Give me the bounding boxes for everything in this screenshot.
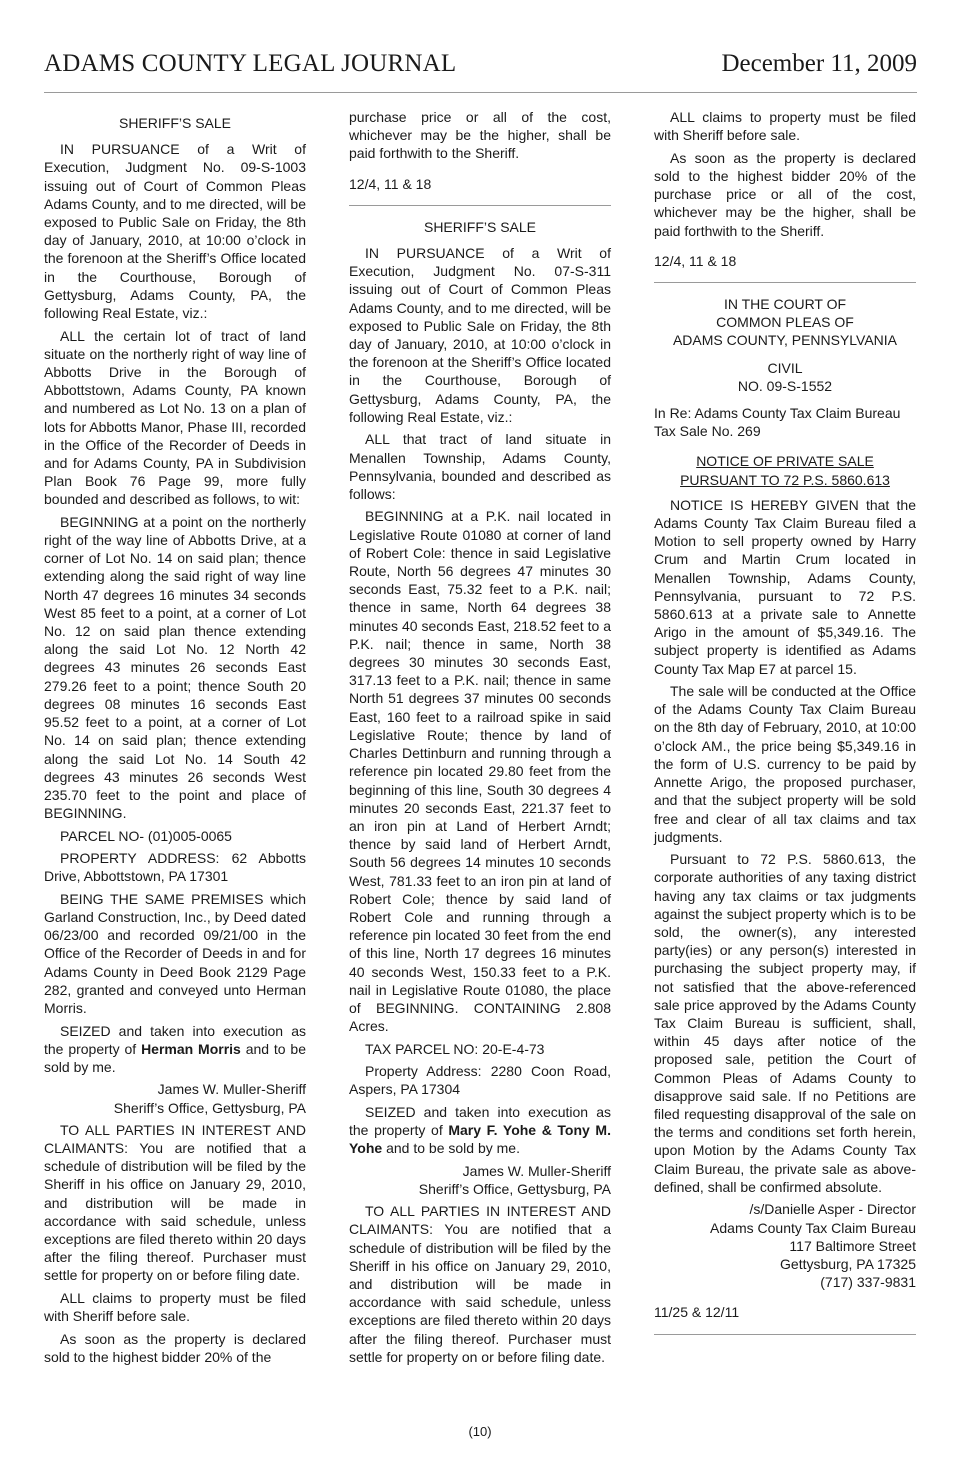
case-number: NO. 09-S-1552 (737, 377, 833, 394)
notice3-title-line-2: PURSUANT TO 72 P.S. 5860.613 (680, 471, 890, 488)
notice2-signature-name: James W. Muller-Sheriff (462, 1162, 611, 1179)
notice3-paragraph-2: The sale will be conducted at the Office of the Adams County Tax Claim Bureau on the 8th day of February, 2010, at 10:00 o’clock AM., the price being $5,349.16 in the form of U.S. currency to be paid by Annette Arigo, the proposed purchaser, and that the subject property will be sold free and clear of all tax claims and tax judgments. (654, 683, 916, 845)
in-re-line-1: In Re: Adams County Tax Claim Bureau (654, 404, 901, 421)
notice3-signature-city: Gettysburg, PA 17325 (780, 1255, 916, 1272)
notice2-seized (349, 1103, 611, 1158)
notice3-paragraph-1: NOTICE IS HEREBY GIVEN that the Adams County Tax Claim Bureau filed a Motion to sell property owned by Harry Crum and Martin Crum located in Menallen Township, Adams County, Pennsylvania, pursuant to 72 P.S. 5860.613 at a private sale to Annette Arigo in the amount of $5,349.16. The subject property is identified as Adams County Tax Map E7 at parcel 15. (654, 496, 916, 677)
notice1-declared-part-a: As soon as the property is declared sold to the highest bidder 20% of the (44, 1330, 306, 1365)
notice1-seized (44, 1022, 306, 1077)
court-line-1: IN THE COURT OF (723, 295, 847, 312)
notice2-defendant: Mary F. Yohe & Tony M. Yohe (349, 1122, 611, 1157)
notice2-declared: As soon as the property is declared sold to the highest bidder 20% of the purchase price or all of the cost, whichever may be the higher, shall be paid forthwith to the Sheriff. (654, 149, 916, 239)
notice2-parties: TO ALL PARTIES IN INTEREST AND CLAIMANTS: You are notified that a schedule of distribution will be filed by the Sheriff in his office on January 29, 2010, and distribution will be made in accordance with said schedule, unless exceptions are filed thereto within 20 days after the filing thereof. Purchaser must settle for property on or before filing date. (349, 1203, 611, 1365)
court-division: CIVIL (767, 359, 803, 376)
notice3-publication-dates: 11/25 & 12/11 (654, 1304, 740, 1321)
notice2-claims: ALL claims to property must be filed with Sheriff before sale. (654, 109, 916, 144)
notice1-parties: TO ALL PARTIES IN INTEREST AND CLAIMANTS: You are notified that a schedule of distribution will be filed by the Sheriff in his office on January 29, 2010, and distribution will be made in accordance with said schedule, unless exceptions are filed thereto within 20 days after the filing thereof. Purchaser must settle for property on or before filing date. (44, 1121, 306, 1284)
notice2-address: Property Address: 2280 Coon Road, Aspers, PA 17304 (349, 1063, 611, 1098)
notice2-paragraph-3: BEGINNING at a P.K. nail located in Legislative Route 01080 at corner of land of Robert Cole: thence in said Legislative Route, North 56 degrees 47 minutes 30 seconds East, 75.32 feet to a P.K. nail; thence in same, North 64 degrees 38 minutes 40 seconds East, 218.52 feet to a P.K. nail; thence in same, North 38 degrees 30 minutes 30 seconds East, 317.13 feet to a P.K. nail; thence in same North 51 degrees 37 minutes 00 seconds East, 160 feet to a railroad spike in said Legislative Route; thence by land of Charles Dettinburn and running through a reference pin located 29.80 feet from the beginning of this line, South 30 degrees 4 minutes 20 seconds East, 221.37 feet to an iron pin at Land of Herbert Arndt; thence by said land of Herbert Arndt, South 56 degrees 14 minutes 10 seconds West, 781.33 feet to an iron pin at land of Robert Cole; thence by said land of Robert Cole and running through a reference pin located 30 feet from the end of this line, North 17 degrees 16 minutes 40 seconds West, 150.33 feet to a P.K. nail in Legislative Route 01080, the place of BEGINNING. CONTAINING 2.808 Acres. (349, 508, 611, 1035)
masthead (44, 50, 917, 93)
divider (349, 205, 611, 206)
notice3-paragraph-3: Pursuant to 72 P.S. 5860.613, the corporate authorities of any taxing district having any tax claims or tax judgments against the subject property which is to be sold, the owner(s), any interested party(ies) or any person(s) interested in purchasing the subject property may, if not satisfied that the above-referenced sale price approved by the Adams County Tax Claim Bureau is sufficient, shall, within 45 days after notice of the proposed sale, petition the Court of Common Pleas of Adams County to disapprove said sale. If no Petitions are filed requesting disapproval of the sale on the terms and conditions set forth herein, upon Motion by the Adams County Tax Claim Bureau, the private sale as above-defined, shall be confirmed absolute. (654, 851, 916, 1195)
notice1-parcel: PARCEL NO- (01)005-0065 (60, 827, 232, 844)
notice2-paragraph-1: IN PURSUANCE of a Writ of Execution, Judgment No. 07-S-311 issuing out of Court of Common Pleas Adams County, and to me directed, will be exposed to Public Sale on Friday, the 8th day of January, 2010, at 10:00 o’clock in the forenoon at the Sheriff’s Office located in the Courthouse, Borough of Gettysburg, Adams County, PA, the following Real Estate, viz.: (349, 245, 611, 425)
notice1-paragraph-2: ALL the certain lot of tract of land situate on the northerly right of way line of Abbotts Drive in the Borough of Abbottstown, Adams County, PA known and numbered as Lot No. 13 on a plan of lots for Abbotts Manor, Phase III, recorded in the Office of the Recorder of Deeds in and for Adams County, PA in Subdivision Plan Book 76 Page 99, more fully bounded and described as follows, to wit: (44, 327, 306, 508)
notice2-seized-post: and to be sold by me. (382, 1140, 520, 1157)
notice2-paragraph-2: ALL that tract of land situate in Menallen Township, Adams County, Pennsylvania, bounded and described as follows: (349, 431, 611, 502)
issue-date: December 11, 2009 (721, 50, 917, 77)
column-2 (349, 108, 611, 1370)
notice3-title-line-1: NOTICE OF PRIVATE SALE (696, 453, 874, 470)
notice2-parcel: TAX PARCEL NO: 20-E-4-73 (365, 1040, 545, 1057)
journal-title: ADAMS COUNTY LEGAL JOURNAL (44, 50, 457, 77)
notice1-defendant: Herman Morris (141, 1040, 241, 1057)
notice3-signature-phone: (717) 337-9831 (820, 1274, 916, 1291)
notice2-seized-pre: SEIZED and taken into execution as the property of (349, 1103, 611, 1139)
notice1-paragraph-3: BEGINNING at a point on the northerly right of the way line of Abbotts Drive, at a corner of Lot No. 14 on said plan; thence extending along the said right of way line North 47 degrees 16 minutes 34 seconds West 85 feet to a point, at a corner of Lot No. 12 on said plan thence extending along the said Lot No. 12 North 42 degrees 43 minutes 26 seconds East 279.26 feet to a point; thence South 20 degrees 08 minutes 16 seconds East 95.52 feet to a point, at a corner of Lot No. 14 on said plan; thence extending along the said Lot No. 14 South 42 degrees 43 minutes 26 seconds West 235.70 feet to the point and place of BEGINNING. (44, 513, 306, 822)
notice1-heading: SHERIFF’S SALE (118, 115, 232, 131)
notice2-heading: SHERIFF’S SALE (423, 218, 537, 235)
notice1-paragraph-1: IN PURSUANCE of a Writ of Execution, Judgment No. 09-S-1003 issuing out of Court of Common Pleas Adams County, and to me directed, will be exposed to Public Sale on Friday, the 8th day of January, 2010, at 10:00 o’clock in the forenoon at the Sheriff’s Office located in the Courthouse, Borough of Gettysburg, Adams County, PA, the following Real Estate, viz.: (44, 141, 306, 322)
column-3 (654, 108, 916, 1347)
column-1 (44, 108, 306, 1370)
divider (654, 1334, 916, 1335)
in-re-line-2: Tax Sale No. 269 (654, 423, 761, 440)
notice1-seized-pre: SEIZED and taken into execution as the property of (44, 1022, 306, 1057)
notice3-signature-street: 117 Baltimore Street (789, 1237, 916, 1254)
court-line-2: COMMON PLEAS OF (716, 314, 854, 331)
notice3-signature-agency: Adams County Tax Claim Bureau (710, 1219, 916, 1236)
notice1-signature-name: James W. Muller-Sheriff (157, 1081, 306, 1098)
divider (654, 282, 916, 283)
notice2-signature-office: Sheriff’s Office, Gettysburg, PA (418, 1180, 611, 1197)
notice1-publication-dates: 12/4, 11 & 18 (349, 175, 432, 192)
page-number: (10) (468, 1424, 492, 1439)
notice1-declared-part-b: purchase price or all of the cost, whichever may be the higher, shall be paid forthwith to the Sheriff. (349, 109, 611, 162)
notice2-publication-dates: 12/4, 11 & 18 (654, 252, 737, 269)
notice1-signature-office: Sheriff’s Office, Gettysburg, PA (113, 1099, 306, 1116)
notice1-address: PROPERTY ADDRESS: 62 Abbotts Drive, Abbottstown, PA 17301 (44, 850, 306, 885)
notice1-seized-post: and to be sold by me. (44, 1040, 307, 1075)
notice1-premises: BEING THE SAME PREMISES which Garland Construction, Inc., by Deed dated 06/23/00 and recorded 09/21/00 in the Office of the Recorder of Deeds in and for Adams County in Deed Book 2129 Page 282, granted and conveyed unto Herman Morris. (44, 890, 306, 1017)
notice3-signature-name: /s/Danielle Asper - Director (749, 1201, 916, 1218)
court-line-3: ADAMS COUNTY, PENNSYLVANIA (672, 332, 898, 349)
notice1-claims: ALL claims to property must be filed with Sheriff before sale. (44, 1289, 306, 1325)
